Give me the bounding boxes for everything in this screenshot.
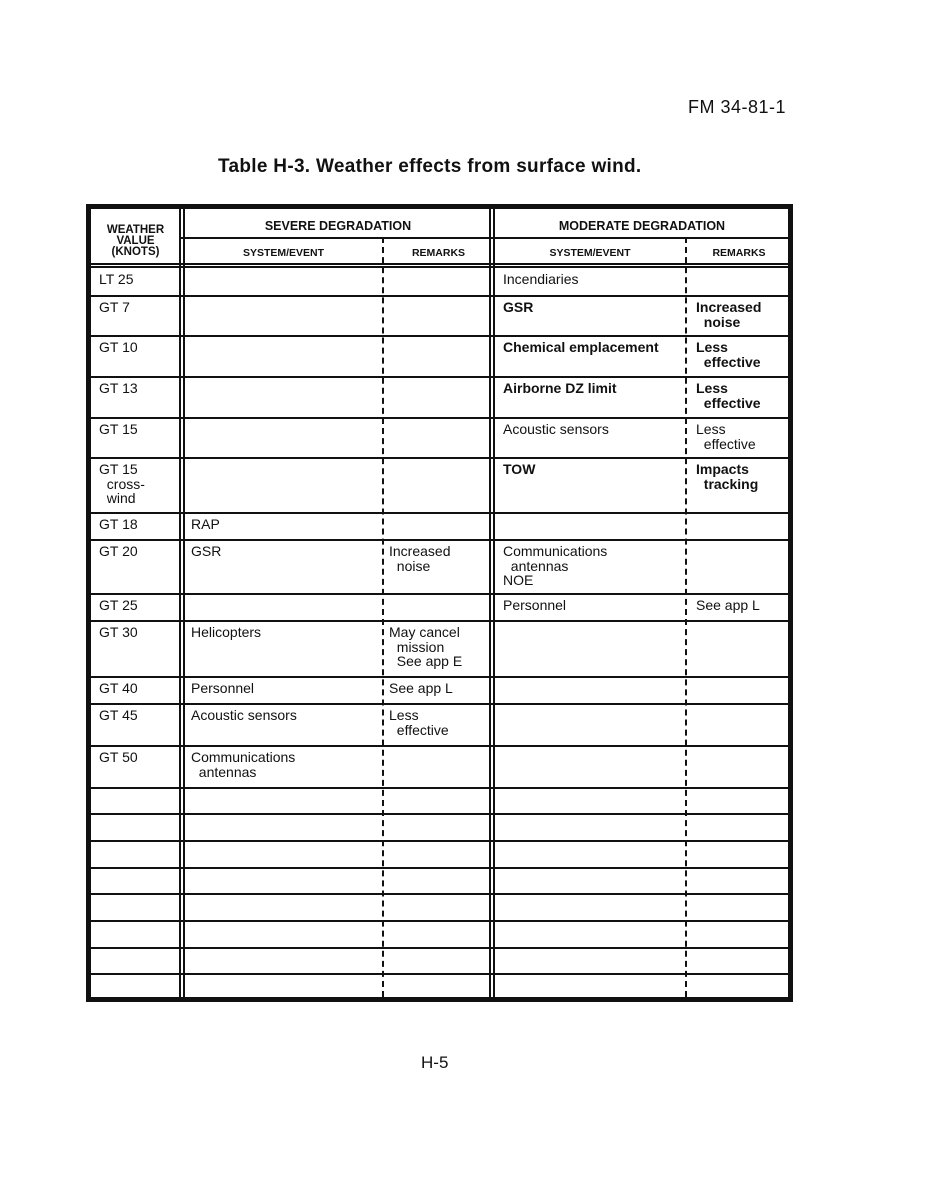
moderate-system-cell: Communications antennas NOE (503, 543, 608, 588)
weather-value-cell: GT 20 (99, 543, 138, 559)
row-divider (91, 947, 788, 949)
column-rule (493, 209, 495, 997)
moderate-remarks-cell: Less effective (696, 421, 756, 452)
severe-system-cell: Communications antennas (191, 749, 296, 780)
moderate-system-cell: GSR (503, 299, 534, 315)
page-number: H-5 (421, 1053, 449, 1072)
severe-remarks-cell: May cancel mission See app E (389, 624, 463, 669)
row-divider (91, 539, 788, 541)
row-divider (91, 920, 788, 922)
weather-value-cell: GT 7 (99, 299, 130, 315)
header-severe-system-event: SYSTEM/EVENT (242, 247, 325, 259)
row-divider (91, 703, 788, 705)
row-divider (91, 893, 788, 895)
row-divider (91, 335, 788, 337)
row-divider (91, 457, 788, 459)
header-subdivider (181, 237, 788, 239)
weather-value-cell: GT 40 (99, 680, 138, 696)
moderate-remarks-cell: Impacts tracking (696, 461, 759, 492)
severe-system-cell: Helicopters (191, 624, 262, 640)
header-bottom-rule (91, 266, 788, 268)
weather-value-cell: GT 50 (99, 749, 138, 765)
row-divider (91, 376, 788, 378)
document-id: FM 34-81-1 (688, 97, 787, 117)
weather-value-cell: GT 18 (99, 516, 138, 532)
header-bottom-rule (91, 263, 788, 265)
moderate-system-cell: Personnel (503, 597, 567, 613)
weather-value-cell: LT 25 (99, 271, 134, 287)
column-rule (183, 209, 185, 997)
moderate-remarks-cell: Increased noise (696, 299, 762, 330)
row-divider (91, 417, 788, 419)
weather-value-cell: GT 13 (99, 380, 138, 396)
severe-remarks-cell: Less effective (389, 707, 449, 738)
moderate-remarks-cell: Less effective (696, 339, 761, 370)
moderate-remarks-cell: See app L (696, 597, 760, 613)
column-rule (179, 209, 181, 997)
remarks-separator (382, 237, 384, 997)
severe-remarks-cell: See app L (389, 680, 453, 696)
severe-system-cell: GSR (191, 543, 222, 559)
weather-value-cell: GT 30 (99, 624, 138, 640)
row-divider (91, 840, 788, 842)
header-moderate-system-event: SYSTEM/EVENT (549, 247, 631, 259)
moderate-system-cell: Chemical emplacement (503, 339, 659, 355)
weather-value-cell: GT 15 cross- wind (99, 461, 145, 506)
moderate-remarks-cell: Less effective (696, 380, 761, 411)
remarks-separator (685, 237, 687, 997)
severe-system-cell: Personnel (191, 680, 255, 696)
weather-value-cell: GT 15 (99, 421, 138, 437)
moderate-system-cell: Incendiaries (503, 271, 579, 287)
row-divider (91, 512, 788, 514)
severe-system-cell: Acoustic sensors (191, 707, 297, 723)
row-divider (91, 813, 788, 815)
row-divider (91, 295, 788, 297)
moderate-system-cell: Acoustic sensors (503, 421, 609, 437)
header-severe-remarks: REMARKS (411, 247, 466, 259)
table-title: Table H-3. Weather effects from surface wind. (218, 156, 642, 177)
row-divider (91, 620, 788, 622)
row-divider (91, 973, 788, 975)
header-severe-degradation: SEVERE DEGRADATION (264, 219, 412, 233)
header-weather-value: WEATHER VALUE (KNOTS) (106, 224, 165, 258)
severe-remarks-cell: Increased noise (389, 543, 451, 574)
row-divider (91, 787, 788, 789)
weather-effects-table (86, 204, 793, 1002)
row-divider (91, 593, 788, 595)
weather-value-cell: GT 25 (99, 597, 138, 613)
weather-value-cell: GT 10 (99, 339, 138, 355)
moderate-system-cell: Airborne DZ limit (503, 380, 617, 396)
row-divider (91, 676, 788, 678)
header-moderate-remarks: REMARKS (712, 247, 766, 259)
header-moderate-degradation: MODERATE DEGRADATION (558, 219, 726, 233)
severe-system-cell: RAP (191, 516, 220, 532)
row-divider (91, 867, 788, 869)
weather-value-cell: GT 45 (99, 707, 138, 723)
row-divider (91, 745, 788, 747)
column-rule (489, 209, 491, 997)
moderate-system-cell: TOW (503, 461, 536, 477)
